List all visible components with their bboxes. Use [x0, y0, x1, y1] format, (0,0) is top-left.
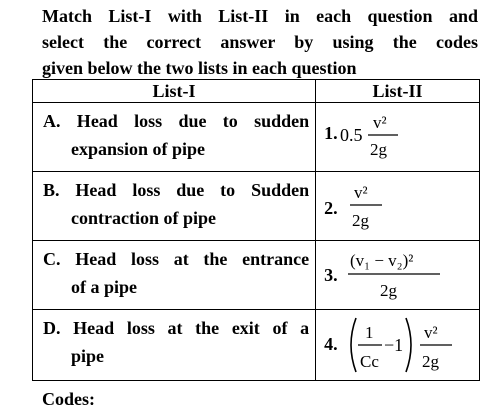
- left-paren-icon: [351, 318, 356, 372]
- table-row: [33, 241, 480, 310]
- option-1-formula: [338, 103, 468, 171]
- instruction-line-3: given below the two lists in each question: [42, 58, 357, 78]
- option-1-coefficient: 0.5: [340, 125, 363, 145]
- codes-label: Codes:: [42, 389, 95, 409]
- list-1-item-d: [33, 310, 316, 381]
- list-2-option-1: [316, 103, 480, 172]
- option-4-formula: [344, 310, 484, 380]
- list-2-option-4: [316, 310, 480, 381]
- option-4-label: 4.: [324, 334, 338, 354]
- option-4-inner-denominator: Cc: [360, 352, 380, 371]
- item-c-line-2: of a pipe: [71, 277, 138, 297]
- item-a-line-2: expansion of pipe: [71, 139, 206, 159]
- table-row: [33, 310, 480, 381]
- option-3-numerator: (v₁ − v₂)²: [350, 251, 414, 270]
- list-1-item-b: [33, 172, 316, 241]
- right-paren-icon: [406, 318, 411, 372]
- item-b-line-1: B. Head loss due to Sudden: [43, 180, 310, 200]
- option-3-denominator: 2g: [380, 281, 398, 300]
- question-instruction: [42, 3, 478, 81]
- option-2-numerator: v²: [354, 183, 368, 202]
- table-row: [33, 103, 480, 172]
- item-a-line-1: A. Head loss due to sudden: [43, 111, 310, 131]
- option-4-denominator: 2g: [422, 352, 440, 371]
- header-list-1: List-I: [33, 80, 316, 103]
- list-2-option-3: [316, 241, 480, 310]
- header-list-2: List-II: [316, 80, 480, 103]
- option-1-denominator: 2g: [370, 140, 388, 159]
- table-header-row: [33, 80, 480, 103]
- item-d-line-1: D. Head loss at the exit of a: [43, 318, 310, 338]
- match-table: [32, 79, 480, 381]
- option-4-numerator: v²: [424, 323, 438, 342]
- item-b-line-2: contraction of pipe: [71, 208, 216, 228]
- list-2-option-2: [316, 172, 480, 241]
- list-1-item-a: [33, 103, 316, 172]
- option-1-numerator: v²: [373, 113, 387, 132]
- option-3-label: 3.: [324, 265, 338, 285]
- option-4-inner-numerator: 1: [365, 323, 374, 342]
- table-row: [33, 172, 480, 241]
- option-2-label: 2.: [324, 198, 338, 218]
- option-2-formula: [346, 172, 446, 240]
- option-1-label: 1.: [324, 123, 338, 143]
- option-4-minus-one: −1: [384, 335, 404, 355]
- question-page: [32, 0, 480, 371]
- instruction-line-1: Match List-I with List-II in each question and: [42, 6, 478, 26]
- item-d-line-2: pipe: [71, 346, 105, 366]
- item-c-line-1: C. Head loss at the entrance: [43, 249, 310, 269]
- list-1-item-c: [33, 241, 316, 310]
- option-3-formula: [346, 241, 476, 309]
- instruction-line-2: select the correct answer by using the codes: [42, 32, 478, 52]
- option-2-denominator: 2g: [352, 211, 370, 230]
